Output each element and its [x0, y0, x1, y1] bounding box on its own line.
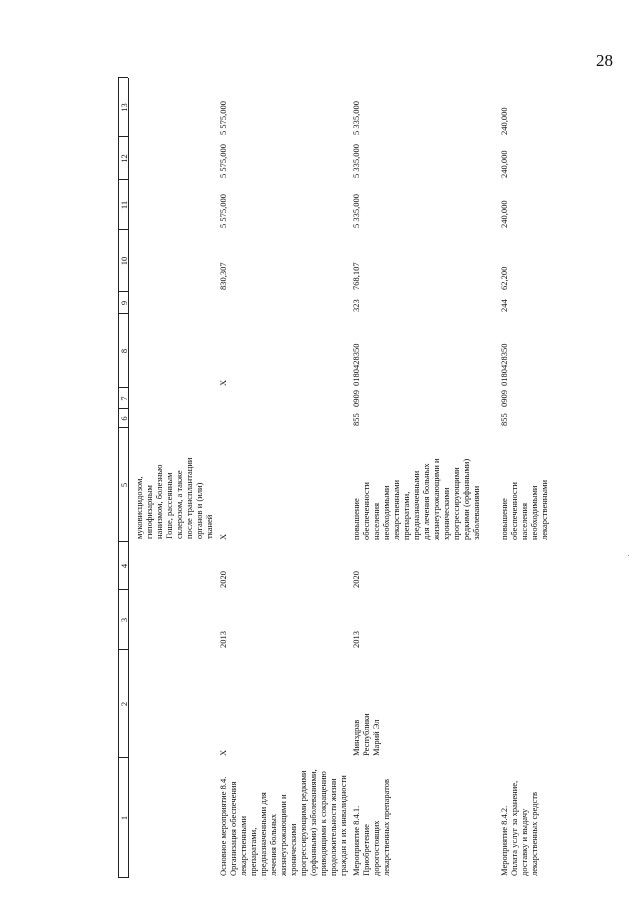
- row-3-col-10: 62,200: [499, 266, 509, 290]
- row-2-col-5-line: хроническими: [441, 487, 451, 540]
- row-2-col-5-line: лекарственными: [391, 480, 401, 540]
- row-3-col-1-line: Оплата услуг за хранение,: [509, 780, 519, 876]
- column-number: 8: [119, 348, 129, 354]
- row-2-col-1-line: Мероприятие 8.4.1.: [351, 805, 361, 876]
- continuation-line: органов и (или): [194, 482, 204, 539]
- row-1-col-12: 5 575,000: [218, 144, 228, 178]
- column-number: 10: [119, 256, 129, 266]
- column-number: 13: [119, 103, 129, 112]
- column-number: 6: [119, 416, 129, 421]
- row-3-col-1-line: лекарственных средств: [529, 792, 539, 876]
- column-number: 1: [119, 815, 129, 821]
- row-1-col-10: 830,307: [218, 262, 228, 290]
- row-3-col-5-line: лекарственными: [539, 480, 549, 540]
- continuation-line: муковисцидозом,: [134, 476, 144, 539]
- row-2-col-1-line: дорогостоящих: [371, 820, 381, 876]
- row-2-col-8: 0180428350: [351, 343, 361, 386]
- continuation-line: Гоше, рассеянным: [164, 472, 174, 539]
- row-1-col-8: X: [218, 379, 228, 386]
- row-1-col-1-line: Организация обеспечения: [228, 781, 238, 876]
- column-number: 5: [119, 482, 129, 488]
- row-2-col-5-line: повышение: [351, 498, 361, 540]
- row-2-col-7: 0909: [351, 390, 361, 407]
- column-number: 3: [119, 617, 129, 623]
- row-3-col-11: 240,000: [499, 200, 509, 228]
- row-1-col-1-line: хроническими: [288, 823, 298, 876]
- continuation-line: нанизмом, болезнью: [154, 464, 164, 539]
- continuation-line: склерозом, а также: [174, 470, 184, 539]
- column-number: 11: [119, 200, 129, 210]
- row-2-col-5-line: предназначенными: [411, 470, 421, 540]
- row-2-col-5-line: для лечения больных: [421, 463, 431, 540]
- row-2-col-3: 2013: [351, 631, 361, 648]
- row-2-col-1-line: лекарственных препаратов: [381, 778, 391, 876]
- continuation-line: после трансплантации: [184, 457, 194, 539]
- row-1-col-13: 5 575,000: [218, 101, 228, 135]
- row-2-col-5-line: обеспеченности: [361, 482, 371, 540]
- continuation-line: тканей: [204, 514, 214, 539]
- row-3-col-7: 0909: [499, 390, 509, 407]
- row-2-col-1-line: Приобретение: [361, 824, 371, 876]
- row-2-col-2-line: Республики: [361, 713, 371, 756]
- row-3-col-5-line: населения: [519, 503, 529, 540]
- row-1-col-1-line: жизнеугрожающими и: [278, 794, 288, 876]
- row-1-col-1-line: лечения больных: [268, 813, 278, 876]
- row-2-col-5-line: заболеваниями: [471, 485, 481, 540]
- row-1-col-5-line: X: [218, 533, 228, 540]
- scan-speck: [628, 555, 629, 556]
- row-3-col-6: 855: [499, 413, 509, 426]
- row-1-col-1-line: (орфанными) заболеваниями,: [308, 769, 318, 876]
- row-1-col-1-line: прогрессирующими редкими: [298, 770, 308, 876]
- row-2-col-5-line: необходимыми: [381, 485, 391, 540]
- row-3-col-9: 244: [499, 299, 509, 312]
- row-3-col-5-line: необходимыми: [529, 485, 539, 540]
- row-3-col-12: 240,000: [499, 150, 509, 178]
- row-2-col-13: 5 335,000: [351, 101, 361, 135]
- column-number: 9: [119, 300, 129, 306]
- row-2-col-2-line: Марий Эл: [371, 719, 381, 756]
- row-1-col-1-line: приводящими к сокращению: [318, 771, 328, 876]
- row-3-col-5-line: повышение: [499, 498, 509, 540]
- row-1-col-1-line: продолжительности жизни: [328, 778, 338, 876]
- column-number: 2: [119, 701, 129, 707]
- row-1-col-4: 2020: [218, 571, 228, 588]
- row-2-col-10: 768,107: [351, 262, 361, 290]
- row-3-col-1-line: доставку и выдачу: [519, 808, 529, 876]
- row-1-col-3: 2013: [218, 631, 228, 648]
- row-2-col-2-line: Минздрав: [351, 719, 361, 756]
- row-2-col-5-line: населения: [371, 503, 381, 540]
- row-2-col-12: 5 335,000: [351, 144, 361, 178]
- row-1-col-11: 5 575,000: [218, 194, 228, 228]
- row-2-col-11: 5 335,000: [351, 194, 361, 228]
- row-1-col-1-line: граждан и их инвалидности: [338, 775, 348, 876]
- row-3-col-13: 240,000: [499, 107, 509, 135]
- row-2-col-5-line: жизнеугрожающими и: [431, 458, 441, 540]
- continuation-line: гипофизарным: [144, 485, 154, 539]
- row-1-col-2-line: X: [218, 749, 228, 756]
- row-1-col-1-line: лекарственными: [238, 816, 248, 876]
- row-2-col-5-line: прогрессирующими: [451, 467, 461, 540]
- column-number: 12: [119, 154, 129, 163]
- row-2-col-4: 2020: [351, 571, 361, 588]
- row-1-col-1-line: предназначенными для: [258, 792, 268, 876]
- row-1-col-1-line: Основное мероприятие 8.4.: [218, 776, 228, 876]
- row-3-col-8: 0180428350: [499, 343, 509, 386]
- row-2-col-6: 855: [351, 413, 361, 426]
- column-number: 7: [119, 396, 129, 401]
- row-2-col-5-line: препаратами,: [401, 491, 411, 540]
- budget-table: [118, 78, 640, 878]
- row-2-col-5-line: редкими (орфанными): [461, 458, 471, 540]
- row-2-col-9: 323: [351, 299, 361, 312]
- row-3-col-1-line: Мероприятие 8.4.2.: [499, 805, 509, 876]
- page-number: 28: [596, 51, 613, 70]
- row-3-col-5-line: обеспеченности: [509, 482, 519, 540]
- column-number: 4: [119, 563, 129, 569]
- row-1-col-1-line: препаратами,: [248, 827, 258, 876]
